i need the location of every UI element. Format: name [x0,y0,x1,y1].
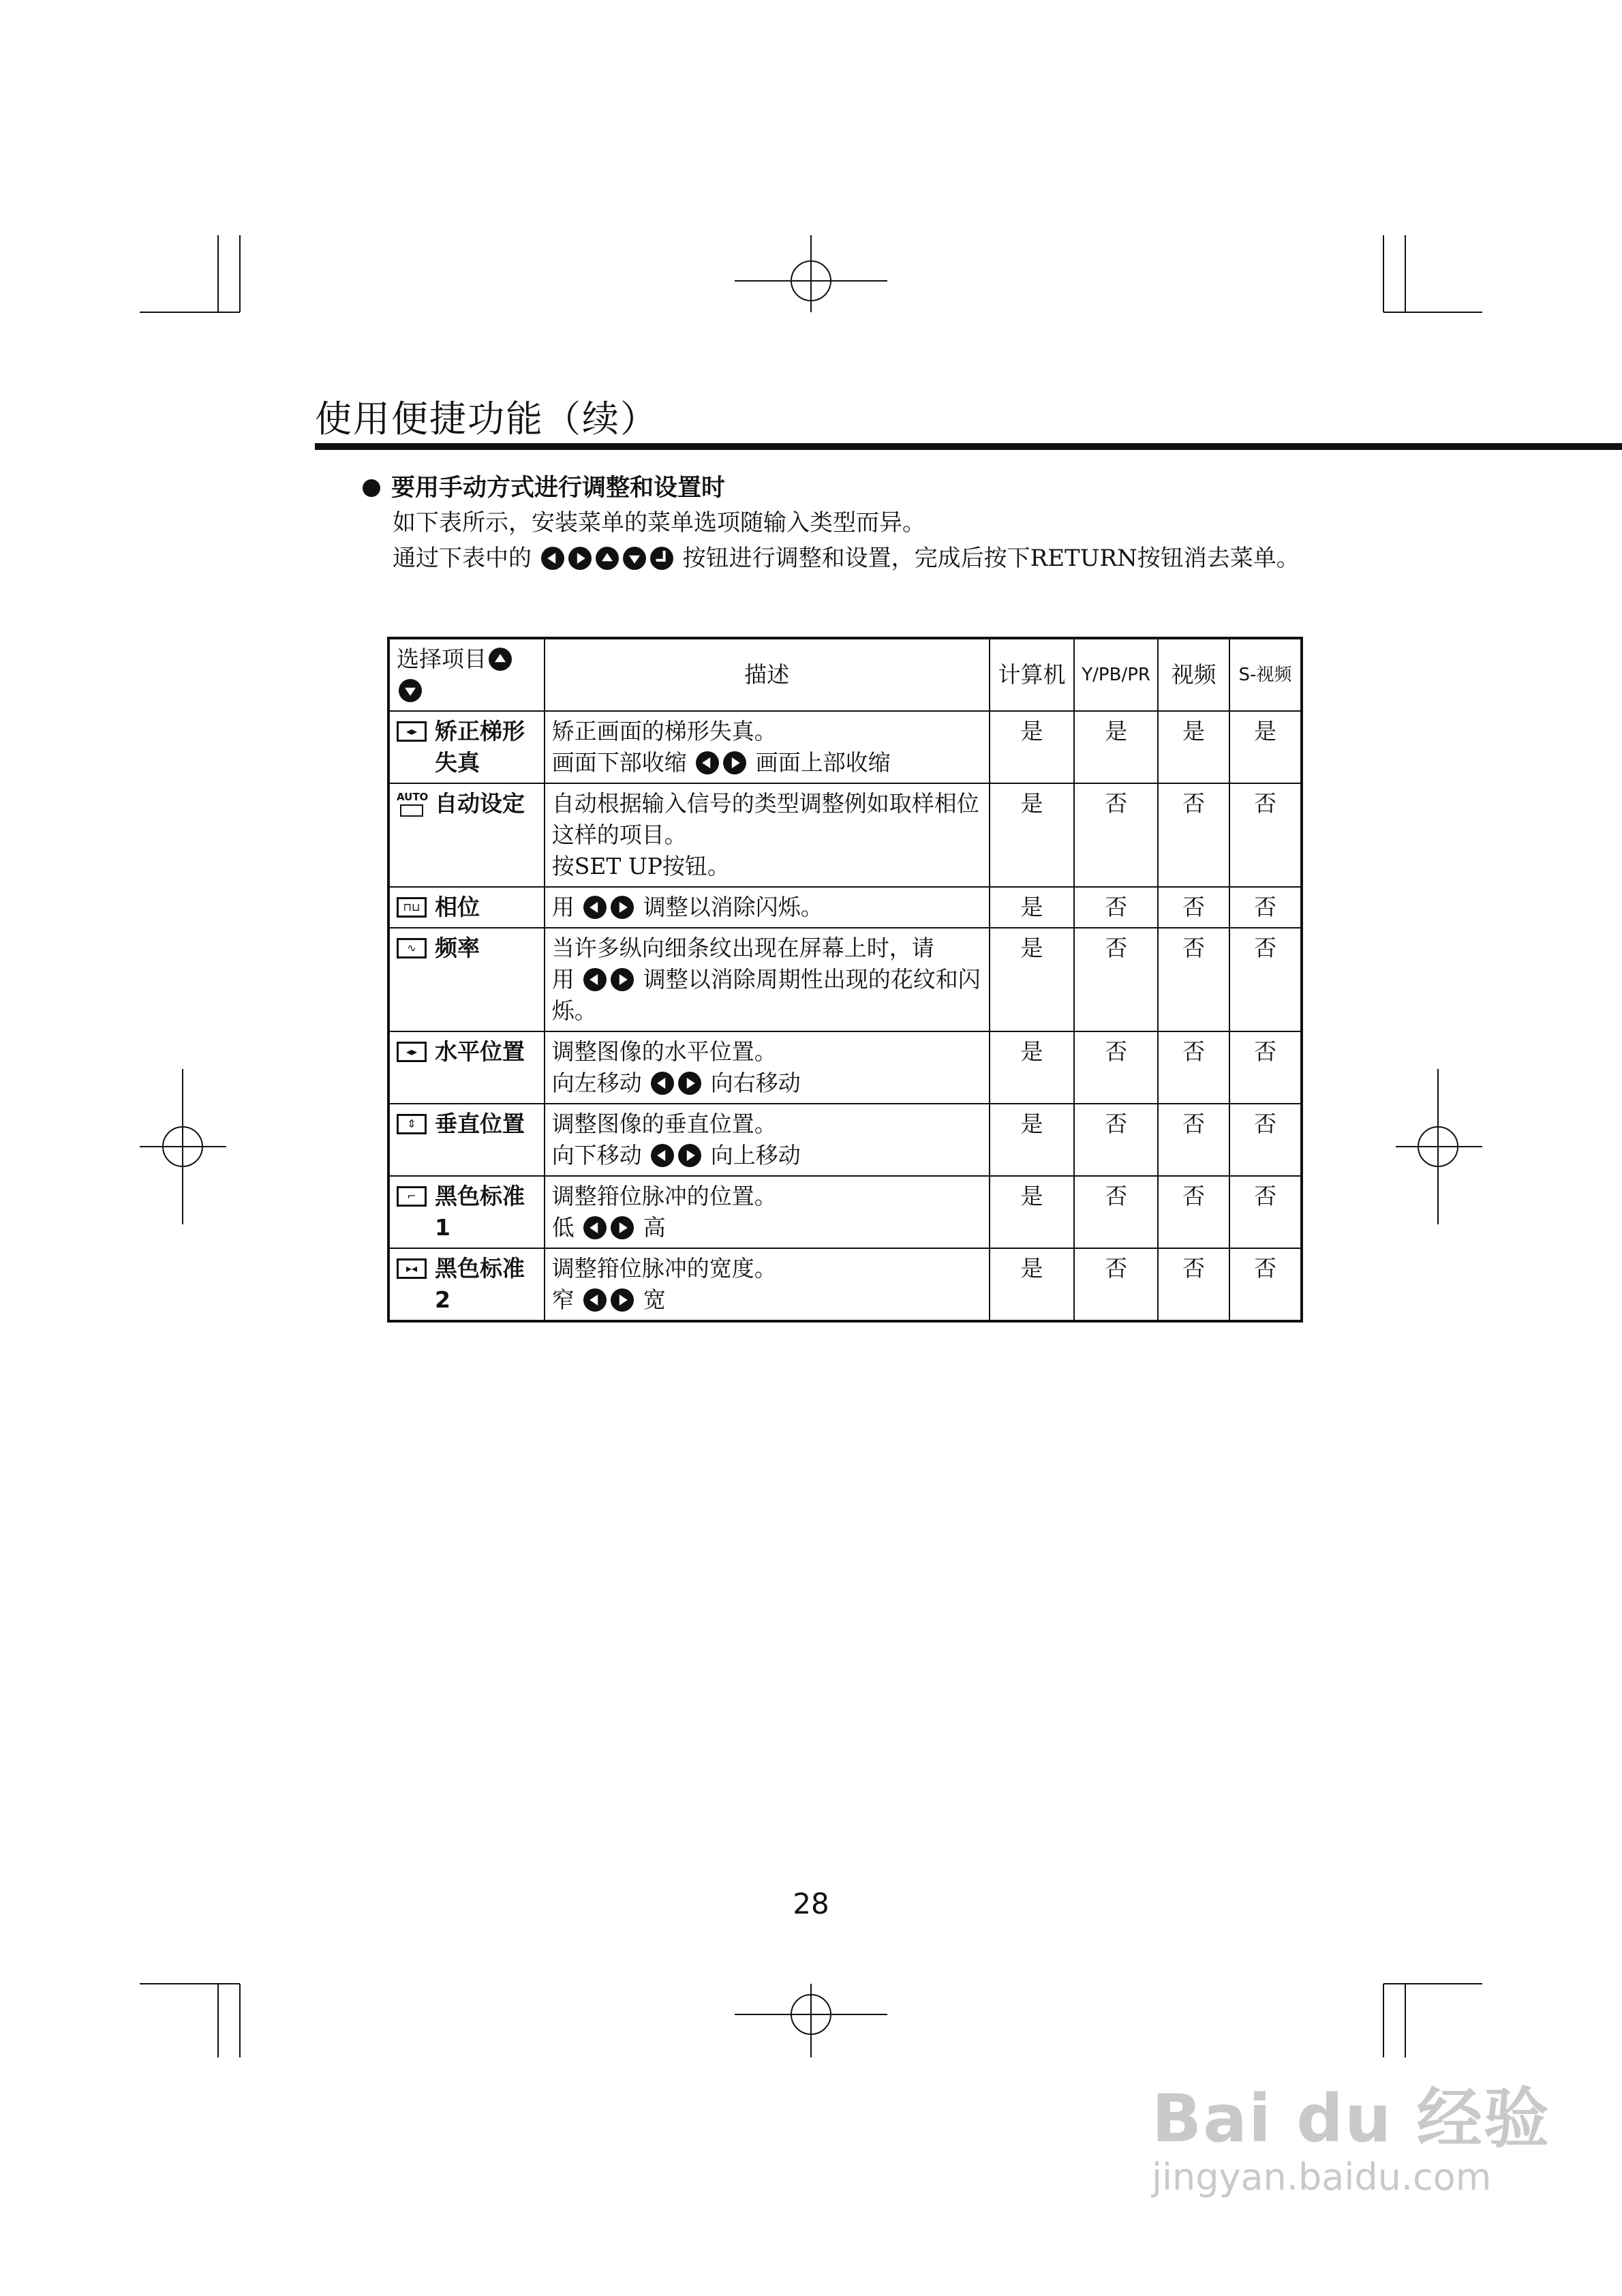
phase-icon: ⊓⊔ [397,897,427,918]
desc-cell: 自动根据输入信号的类型调整例如取样相位这样的项目。 按SET UP按钮。 [545,783,990,887]
header-svideo: S-视频 [1229,638,1302,711]
table-row [388,783,1302,887]
left-button-icon [583,1216,607,1239]
table-row [388,1031,1302,1104]
desc-cell: 调整图像的垂直位置。 向下移动 向上移动 [545,1104,990,1176]
watermark-logo: Bai du 经验 [1152,2081,1550,2157]
ypbpr-cell: 否 [1074,928,1158,1031]
ypbpr-cell: 否 [1074,1104,1158,1176]
right-button-icon [611,896,634,919]
header-video: 视频 [1158,638,1229,711]
desc-cell: 矫正画面的梯形失真。 画面下部收缩 画面上部收缩 [545,711,990,783]
section-heading-text: 要用手动方式进行调整和设置时 [391,474,726,502]
video-cell: 否 [1158,928,1229,1031]
menu-items-table [387,637,1303,1323]
item-name: 黑色标准 2 [435,1255,525,1313]
item-name: 水平位置 [435,1038,525,1065]
desc-cell: 当许多纵向细条纹出现在屏幕上时，请 用 调整以消除周期性出现的花纹和闪烁。 [545,928,990,1031]
left-button-icon [541,547,564,570]
left-button-icon [696,751,719,774]
item-cell [388,1176,545,1248]
table-row [388,928,1302,1031]
header-desc: 描述 [545,638,990,711]
ypbpr-cell: 否 [1074,1248,1158,1321]
frequency-icon: ∿ [397,938,427,958]
title-rule [315,443,1622,450]
intro-line-2-start: 通过下表中的 [393,545,532,572]
desc-cell: 用 调整以消除闪烁。 [545,887,990,928]
item-cell [388,783,545,887]
ypbpr-cell: 是 [1074,711,1158,783]
header-ypbpr: Y/PB/PR [1074,638,1158,711]
down-button-icon [399,679,422,702]
intro-line-1: 如下表所示，安装菜单的菜单选项随输入类型而异。 [393,509,925,537]
video-cell: 否 [1158,1104,1229,1176]
video-cell: 否 [1158,1176,1229,1248]
up-button-icon [596,547,619,570]
ypbpr-cell: 否 [1074,1176,1158,1248]
svideo-cell: 否 [1229,928,1302,1031]
computer-cell: 是 [990,887,1075,928]
table-row [388,1104,1302,1176]
item-cell [388,1248,545,1321]
page-title: 使用便捷功能（续） [315,397,658,440]
video-cell: 是 [1158,711,1229,783]
left-button-icon [651,1144,674,1167]
right-button-icon [678,1072,701,1095]
right-button-icon [611,1288,634,1312]
right-button-icon [611,1216,634,1239]
video-cell: 否 [1158,1031,1229,1104]
desc-cell: 调整箝位脉冲的位置。 低 高 [545,1176,990,1248]
bullet-icon [363,479,380,497]
svideo-cell: 否 [1229,1248,1302,1321]
svideo-cell: 否 [1229,1104,1302,1176]
ypbpr-cell: 否 [1074,887,1158,928]
section-heading [363,469,725,503]
item-name: 相位 [435,894,480,920]
video-cell: 否 [1158,887,1229,928]
svideo-cell: 否 [1229,887,1302,928]
black-level-2-icon: ▸◂ [397,1258,427,1279]
h-position-icon: ◂▸ [397,1042,427,1062]
right-button-icon [611,968,634,991]
left-button-icon [583,968,607,991]
right-button-icon [678,1144,701,1167]
ypbpr-cell: 否 [1074,1031,1158,1104]
item-name: 垂直位置 [435,1111,525,1137]
computer-cell: 是 [990,783,1075,887]
item-name: 频率 [435,935,480,961]
item-name: 矫正梯形失真 [435,718,525,776]
table-header-row [388,638,1302,711]
black-level-1-icon: ⌐ [397,1186,427,1207]
svideo-cell: 否 [1229,1031,1302,1104]
video-cell: 否 [1158,1248,1229,1321]
enter-button-icon [650,547,673,570]
up-button-icon [489,648,512,671]
table-row [388,1248,1302,1321]
header-item: 选择项目 [388,638,545,711]
item-cell [388,711,545,783]
item-name: 黑色标准1 [435,1183,525,1241]
page-number: 28 [793,1887,829,1920]
right-button-icon [568,547,592,570]
keystone-icon: ◂▸ [397,721,427,742]
svideo-cell: 否 [1229,783,1302,887]
intro-line-2 [393,541,1306,575]
ypbpr-cell: 否 [1074,783,1158,887]
item-cell [388,928,545,1031]
video-cell: 否 [1158,783,1229,887]
computer-cell: 是 [990,1176,1075,1248]
computer-cell: 是 [990,928,1075,1031]
left-button-icon [651,1072,674,1095]
down-button-icon [623,547,646,570]
computer-cell: 是 [990,1031,1075,1104]
computer-cell: 是 [990,1248,1075,1321]
right-button-icon [723,751,746,774]
svideo-cell: 否 [1229,1176,1302,1248]
auto-setup-icon: AUTO [397,791,427,821]
table-row [388,1176,1302,1248]
item-cell [388,1104,545,1176]
left-button-icon [583,896,607,919]
desc-cell: 调整箝位脉冲的宽度。 窄 宽 [545,1248,990,1321]
item-cell [388,887,545,928]
desc-cell: 调整图像的水平位置。 向左移动 向右移动 [545,1031,990,1104]
left-button-icon [583,1288,607,1312]
table-row [388,887,1302,928]
table-row [388,711,1302,783]
item-name: 自动设定 [435,790,525,817]
intro-line-2-end: 按钮进行调整和设置，完成后按下RETURN按钮消去菜单。 [682,545,1300,572]
computer-cell: 是 [990,711,1075,783]
header-computer: 计算机 [990,638,1075,711]
item-cell [388,1031,545,1104]
computer-cell: 是 [990,1104,1075,1176]
watermark-url: jingyan.baidu.com [1152,2156,1492,2199]
svideo-cell: 是 [1229,711,1302,783]
watermark [1152,2067,1550,2199]
v-position-icon: ⇕ [397,1114,427,1134]
